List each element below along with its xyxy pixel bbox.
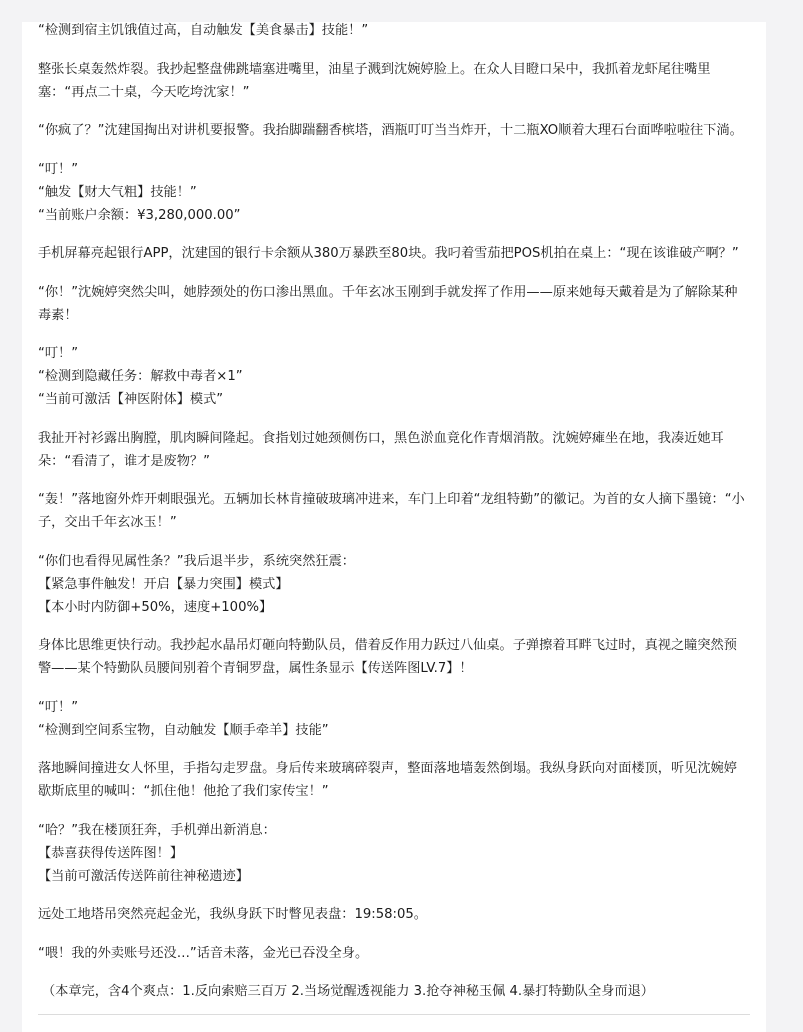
- chapter-end-divider: [38, 1014, 750, 1015]
- story-paragraph: [38, 488, 750, 534]
- story-paragraph: [38, 634, 750, 680]
- story-paragraph: [38, 757, 750, 803]
- paragraph-line: “哈？”我在楼顶狂奔，手机弹出新消息：: [38, 822, 276, 838]
- paragraph-line: “检测到隐藏任务：解救中毒者×1”: [38, 369, 243, 384]
- story-paragraph: [38, 58, 750, 104]
- chapter-page: [22, 22, 766, 1032]
- paragraph-line: 手机屏幕亮起银行APP，沈建国的银行卡余额从380万暴跌至80块。我叼着雪茄把POS机拍在桌上：“现在该谁破产啊？”: [38, 246, 739, 261]
- paragraph-line: 【恭喜获得传送阵图！】: [38, 845, 184, 861]
- paragraph-line: “你疯了？”沈建国掏出对讲机要报警。我抬脚踹翻香槟塔，酒瓶叮叮当当炸开，十二瓶XO顺着大理石台面哗啦啦往下淌。: [38, 123, 743, 138]
- story-paragraph: [38, 696, 750, 742]
- paragraph-line: “你！”沈婉婷突然尖叫，她脖颈处的伤口渗出黑血。千年玄冰玉刚到手就发挥了作用——原来她每天戴着是为了解除某种毒素！: [38, 284, 738, 323]
- paragraph-line: “你们也看得见属性条？”我后退半步，系统突然狂震：: [38, 553, 355, 569]
- story-paragraph: [38, 342, 750, 411]
- paragraph-line: “叮！”: [38, 346, 79, 361]
- story-paragraph: [38, 19, 750, 42]
- paragraph-line: （本章完，含4个爽点：1.反向索赔三百万 2.当场觉醒透视能力 3.抢夺神秘玉佩 4.暴打特勤队全身而退）: [42, 984, 654, 999]
- story-paragraph: [38, 119, 750, 142]
- paragraph-line: 身体比思维更快行动。我抄起水晶吊灯砸向特勤队员，借着反作用力跃过八仙桌。子弹擦着耳畔飞过时，真视之瞳突然预警——某个特勤队员腰间别着个青铜罗盘，属性条显示【传送阵图LV.7】！: [38, 638, 737, 676]
- paragraph-line: “当前可激活【神医附体】模式”: [38, 392, 224, 407]
- paragraph-line: “叮！”: [38, 161, 79, 177]
- chapter-body: [38, 19, 750, 1003]
- paragraph-line: 落地瞬间撞进女人怀里，手指勾走罗盘。身后传来玻璃碎裂声，整面落地墙轰然倒塌。我纵身跃向对面楼顶，听见沈婉婷歇斯底里的喊叫：“抓住他！他抢了我们家传宝！”: [38, 761, 737, 799]
- paragraph-line: “当前账户余额：¥3,280,000.00”: [38, 207, 241, 223]
- chapter-end-note: [38, 980, 750, 1003]
- paragraph-line: 整张长桌轰然炸裂。我抄起整盘佛跳墙塞进嘴里，油星子溅到沈婉婷脸上。在众人目瞪口呆中，我抓着龙虾尾往嘴里塞：“再点二十桌，今天吃垮沈家！”: [38, 61, 711, 100]
- paragraph-line: 远处工地塔吊突然亮起金光，我纵身跃下时瞥见表盘：19:58:05。: [38, 907, 427, 922]
- paragraph-line: “叮！”: [38, 699, 79, 715]
- paragraph-line: “检测到空间系宝物，自动触发【顺手牵羊】技能”: [38, 722, 329, 738]
- story-paragraph: [38, 427, 750, 473]
- paragraph-line: “轰！”落地窗外炸开刺眼强光。五辆加长林肯撞破玻璃冲进来，车门上印着“龙组特勤”的徽记。为首的女人摘下墨镜：“小子，交出千年玄冰玉！”: [38, 492, 745, 530]
- paragraph-line: 【紧急事件触发！开启【暴力突围】模式】: [38, 576, 289, 592]
- story-paragraph: [38, 550, 750, 619]
- paragraph-line: “触发【财大气粗】技能！”: [38, 184, 197, 200]
- story-paragraph: [38, 281, 750, 327]
- story-paragraph: [38, 942, 750, 965]
- paragraph-line: 【本小时内防御+50%，速度+100%】: [38, 599, 273, 615]
- story-paragraph: [38, 242, 750, 265]
- story-paragraph: [38, 903, 750, 926]
- paragraph-line: “检测到宿主饥饿值过高，自动触发【美食暴击】技能！”: [38, 23, 369, 38]
- story-paragraph: [38, 158, 750, 227]
- story-paragraph: [38, 819, 750, 888]
- paragraph-line: 【当前可激活传送阵前往神秘遗迹】: [38, 868, 249, 884]
- paragraph-line: “喂！我的外卖账号还没…”话音未落，金光已吞没全身。: [38, 945, 369, 961]
- paragraph-line: 我扯开衬衫露出胸膛，肌肉瞬间隆起。食指划过她颈侧伤口，黑色淤血竟化作青烟消散。沈婉婷瘫坐在地，我凑近她耳朵：“看清了，谁才是废物？”: [38, 430, 724, 469]
